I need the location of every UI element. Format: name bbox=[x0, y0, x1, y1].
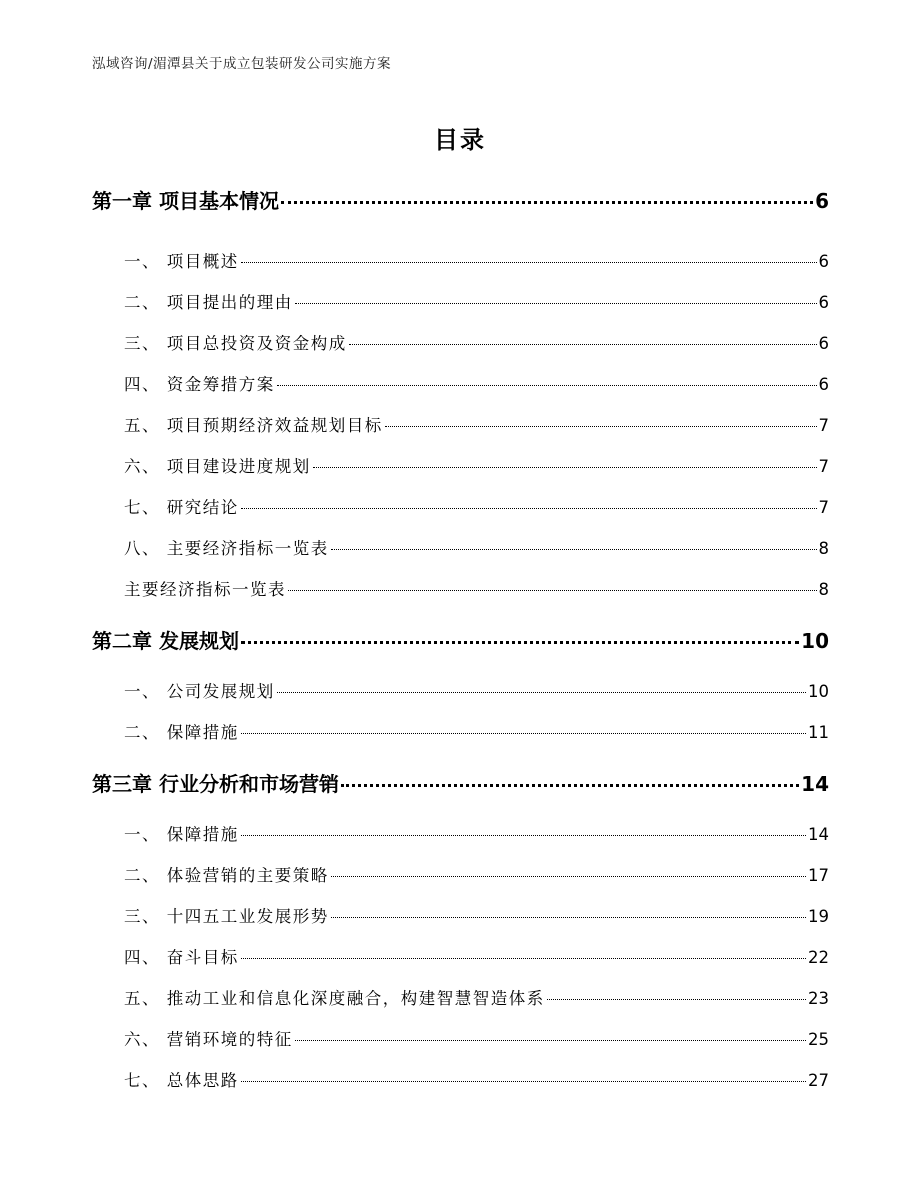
toc-section[interactable] bbox=[92, 862, 829, 886]
dot-leader bbox=[277, 692, 806, 693]
toc-section[interactable] bbox=[92, 371, 829, 395]
toc-page-number: 11 bbox=[808, 723, 829, 742]
dot-leader bbox=[331, 876, 806, 877]
toc-section[interactable] bbox=[92, 248, 829, 272]
toc-chapter-3[interactable] bbox=[92, 768, 829, 797]
toc-page-number: 6 bbox=[818, 252, 829, 271]
dot-leader bbox=[547, 999, 806, 1000]
toc-entry-label: 四、 奋斗目标 bbox=[124, 948, 239, 967]
toc-page-number: 7 bbox=[818, 498, 829, 517]
dot-leader bbox=[241, 1081, 806, 1082]
dot-leader bbox=[331, 917, 806, 918]
toc-entry-label: 主要经济指标一览表 bbox=[124, 580, 286, 599]
dot-leader bbox=[341, 784, 799, 787]
toc-page-number: 8 bbox=[818, 580, 829, 599]
dot-leader bbox=[277, 385, 817, 386]
toc-title: 目录 bbox=[434, 126, 486, 154]
toc-page-number: 7 bbox=[818, 416, 829, 435]
toc-section[interactable] bbox=[92, 494, 829, 518]
toc-page-number: 22 bbox=[808, 948, 829, 967]
toc-section[interactable] bbox=[92, 944, 829, 968]
dot-leader bbox=[385, 426, 817, 427]
toc-entry-label: 五、 项目预期经济效益规划目标 bbox=[124, 416, 383, 435]
toc-section[interactable] bbox=[92, 576, 829, 600]
toc-page-number: 27 bbox=[808, 1071, 829, 1090]
toc-section[interactable] bbox=[92, 678, 829, 702]
toc-entry-label: 一、 项目概述 bbox=[124, 252, 239, 271]
toc-page-number: 8 bbox=[818, 539, 829, 558]
toc-section[interactable] bbox=[92, 903, 829, 927]
toc-entry-label: 七、 总体思路 bbox=[124, 1071, 239, 1090]
toc-section[interactable] bbox=[92, 1067, 829, 1091]
toc-entry-label: 三、 项目总投资及资金构成 bbox=[124, 334, 347, 353]
toc-entry-label: 二、 体验营销的主要策略 bbox=[124, 866, 329, 885]
dot-leader bbox=[241, 641, 799, 644]
toc-page-number: 6 bbox=[818, 375, 829, 394]
dot-leader bbox=[241, 958, 806, 959]
toc-entry-label: 一、 保障措施 bbox=[124, 825, 239, 844]
toc-entry-label: 五、 推动工业和信息化深度融合，构建智慧智造体系 bbox=[124, 989, 545, 1008]
toc-entry-label: 第三章 行业分析和市场营销 bbox=[92, 772, 339, 796]
toc-entry-label: 七、 研究结论 bbox=[124, 498, 239, 517]
toc-page-number: 10 bbox=[801, 629, 829, 653]
toc-section[interactable] bbox=[92, 453, 829, 477]
toc-chapter-2[interactable] bbox=[92, 625, 829, 654]
toc-entry-label: 六、 营销环境的特征 bbox=[124, 1030, 293, 1049]
toc-page-number: 6 bbox=[818, 334, 829, 353]
toc-page-number: 14 bbox=[808, 825, 829, 844]
toc-entry-label: 第一章 项目基本情况 bbox=[92, 189, 279, 213]
toc-entry-label: 一、 公司发展规划 bbox=[124, 682, 275, 701]
toc-section[interactable] bbox=[92, 412, 829, 436]
toc-section[interactable] bbox=[92, 821, 829, 845]
toc-page-number: 10 bbox=[808, 682, 829, 701]
toc-page-number: 6 bbox=[818, 293, 829, 312]
toc-page-number: 7 bbox=[818, 457, 829, 476]
toc-entry-label: 四、 资金筹措方案 bbox=[124, 375, 275, 394]
toc-section[interactable] bbox=[92, 985, 829, 1009]
running-header: 泓域咨询/湄潭县关于成立包装研发公司实施方案 bbox=[92, 56, 392, 72]
toc-entry-label: 二、 保障措施 bbox=[124, 723, 239, 742]
dot-leader bbox=[281, 201, 813, 204]
dot-leader bbox=[349, 344, 817, 345]
toc-page-number: 14 bbox=[801, 772, 829, 796]
toc-page-number: 19 bbox=[808, 907, 829, 926]
toc-page-number: 23 bbox=[808, 989, 829, 1008]
toc-entry-label: 二、 项目提出的理由 bbox=[124, 293, 293, 312]
toc-section[interactable] bbox=[92, 1026, 829, 1050]
dot-leader bbox=[241, 835, 806, 836]
toc-entry-label: 六、 项目建设进度规划 bbox=[124, 457, 311, 476]
toc-section[interactable] bbox=[92, 330, 829, 354]
toc-section[interactable] bbox=[92, 719, 829, 743]
dot-leader bbox=[241, 733, 806, 734]
toc-page-number: 6 bbox=[815, 189, 829, 213]
toc-entry-label: 第二章 发展规划 bbox=[92, 629, 239, 653]
toc-entry-label: 八、 主要经济指标一览表 bbox=[124, 539, 329, 558]
toc-section[interactable] bbox=[92, 289, 829, 313]
dot-leader bbox=[295, 303, 817, 304]
dot-leader bbox=[331, 549, 817, 550]
toc-section[interactable] bbox=[92, 535, 829, 559]
toc-page-number: 25 bbox=[808, 1030, 829, 1049]
dot-leader bbox=[241, 508, 817, 509]
toc-chapter-1[interactable] bbox=[92, 185, 829, 214]
toc-page-number: 17 bbox=[808, 866, 829, 885]
toc-entry-label: 三、 十四五工业发展形势 bbox=[124, 907, 329, 926]
dot-leader bbox=[313, 467, 817, 468]
dot-leader bbox=[288, 590, 817, 591]
dot-leader bbox=[241, 262, 817, 263]
dot-leader bbox=[295, 1040, 806, 1041]
